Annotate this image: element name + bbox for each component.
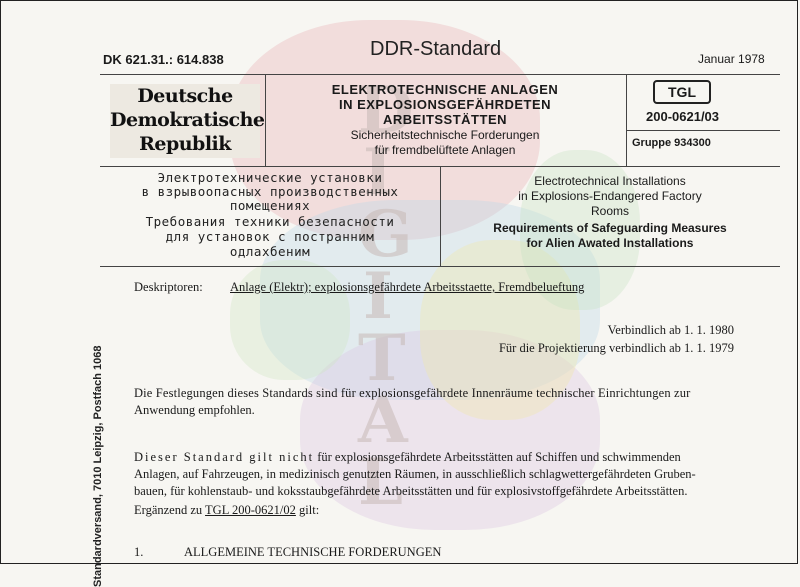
title-ru-line: Требования техники безепасности [145, 214, 395, 229]
tgl-badge: TGL [653, 80, 711, 104]
title-de-subtitle: Sicherheitstechnische Forderungen [350, 128, 540, 142]
title-de-line: ELEKTROTECHNISCHE ANLAGEN [331, 82, 559, 97]
body-text-line: Die Festlegungen dieses Standards sind für explosionsgefährdete Innenräume technischer Einrichtungen zur [134, 386, 691, 400]
title-en-line: Requirements of Safeguarding Measures [493, 221, 727, 235]
digital-watermark: D I G I T A L [358, 73, 414, 520]
descriptors-value: Anlage (Elektr); explosionsgefährdete Arbeitsstaette, Fremdbelueftung [230, 280, 585, 294]
title-de-line: IN EXPLOSIONSGEFÄHRDETEN [338, 97, 552, 112]
supplement-tail: gilt: [295, 503, 320, 517]
section-title: ALLGEMEINE TECHNISCHE FORDERUNGEN [184, 545, 442, 559]
title-en-line: for Alien Awated Installations [526, 236, 694, 250]
title-ru-line: Электротехнические установки [157, 170, 383, 185]
standard-label: DDR-Standard [370, 38, 502, 60]
body-text-line: Anlagen, auf Fahrzeugen, in medizinisch genutzten Räumen, in ausschließlich schlagwettergefährdeten Gruben- [134, 467, 696, 481]
title-ru-line: помещениях [229, 198, 311, 213]
validity-line: Verbindlich ab 1. 1. 1980 [607, 323, 734, 337]
gruppe-number: Gruppe 934300 [632, 137, 711, 149]
tgl-number: 200-0621/03 [646, 109, 720, 124]
scope-exclusion-lead: Dieser Standard gilt nicht [134, 450, 315, 464]
title-ru-line: для установок с постранним [165, 229, 375, 244]
body-text-line: bauen, für kohlenstaub- und koksstaubgefährdete Arbeitsstätten und für explosivstoffgefährdete Arbeitsstätten. [134, 484, 688, 498]
dk-number: DK 621.31.: 614.838 [103, 52, 224, 67]
title-ru-line: одлахбеним [229, 244, 311, 259]
section-number: 1. [134, 545, 144, 559]
title-en-line: in Explosions-Endangered Factory [518, 189, 702, 203]
supplement-lead: Ergänzend zu [134, 503, 206, 517]
title-de-subtitle: für fremdbelüftete Anlagen [374, 143, 516, 157]
logo-line: Republik [139, 133, 231, 155]
logo-line: Deutsche [137, 85, 233, 107]
title-ru-line: в взрывоопасных производственных [141, 184, 399, 199]
logo-line: Demokratische [110, 109, 265, 131]
title-en-line: Rooms [590, 204, 629, 218]
validity-line: Für die Projektierung verbindlich ab 1. 1. 1979 [498, 341, 734, 355]
issue-date: Januar 1978 [698, 52, 765, 66]
scope-exclusion-text: für explosionsgefährdete Arbeitsstätten auf Schiffen und schwimmenden [314, 450, 681, 464]
title-en-line: Electrotechnical Installations [534, 174, 686, 188]
title-de-line: ARBEITSSTÄTTEN [383, 112, 507, 127]
publisher-side-note: Standardversand, 7010 Leipzig, Postfach 1068 [92, 345, 104, 587]
supplement-ref: TGL 200-0621/02 [205, 503, 296, 517]
body-text-line: Anwendung empfohlen. [134, 403, 255, 417]
descriptors-label: Deskriptoren: [134, 280, 203, 294]
